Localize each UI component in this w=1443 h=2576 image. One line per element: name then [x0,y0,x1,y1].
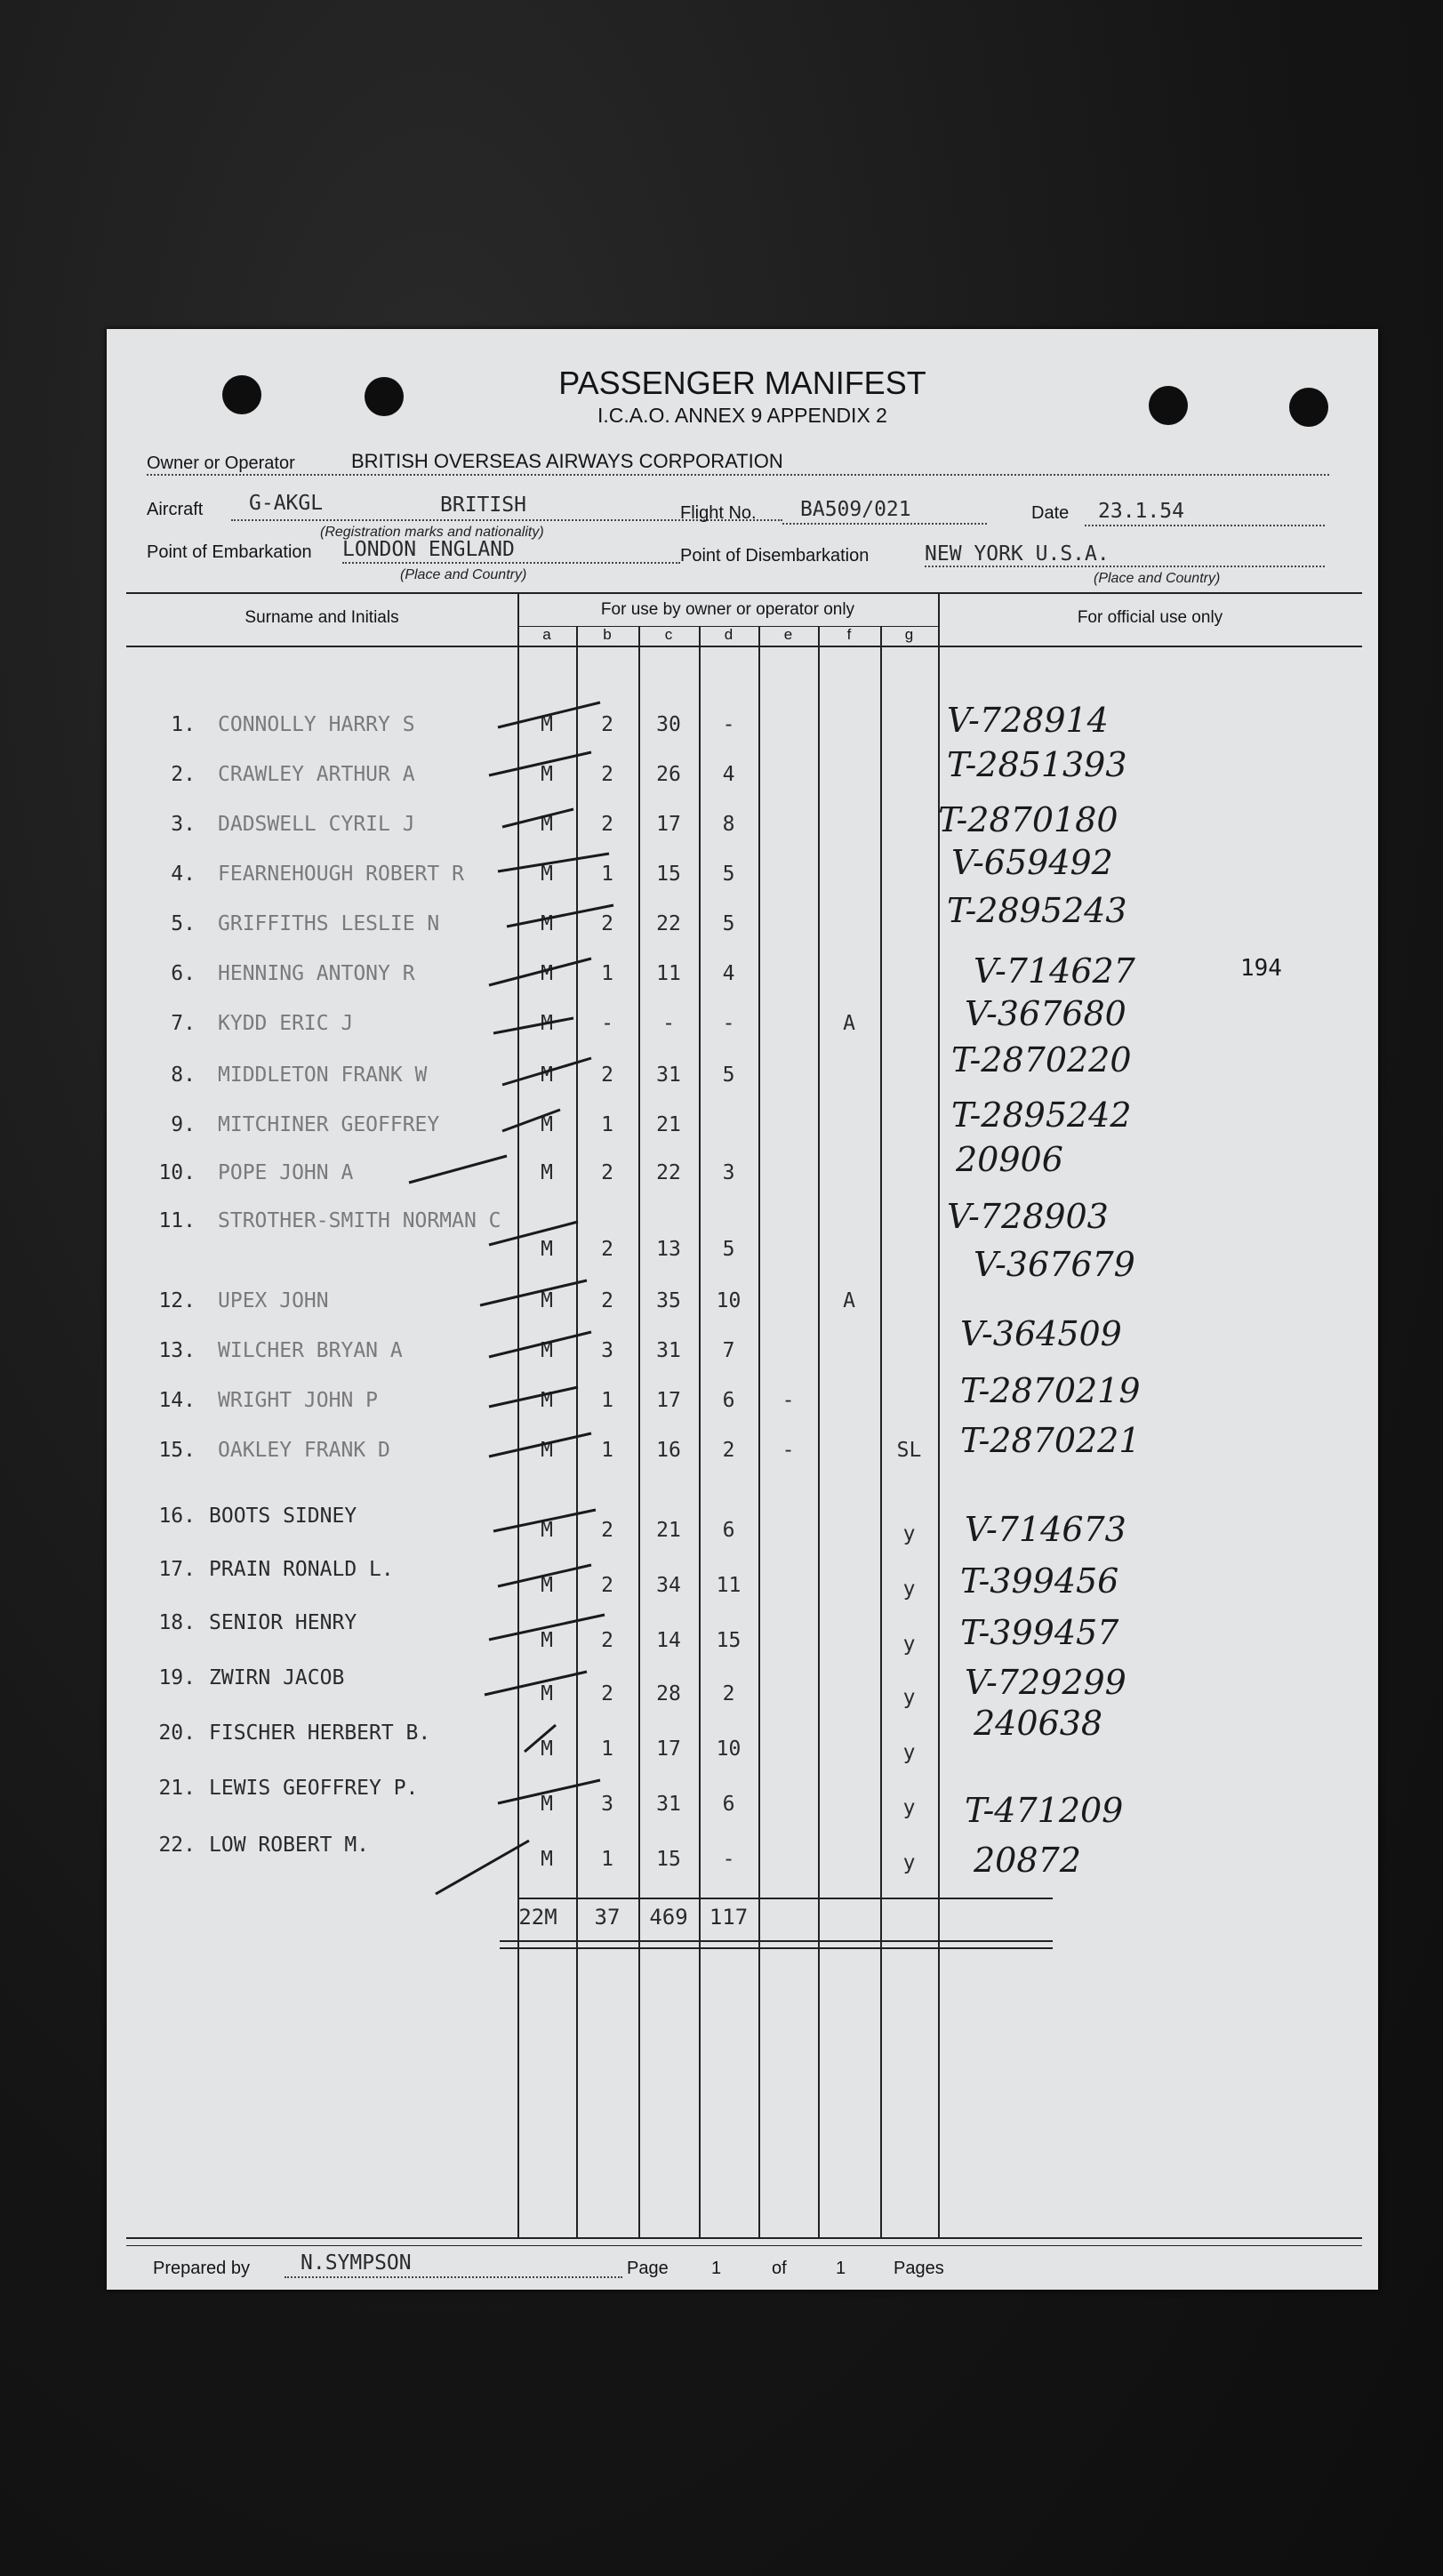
cell-g: y [902,1796,916,1819]
cell-a: M [541,1389,553,1412]
cell-g: SL [896,1439,922,1462]
cell-a: M [541,813,553,836]
cell-a: M [541,1113,553,1136]
date-label: Date [1031,503,1070,523]
page-total: 1 [836,2259,846,2278]
cell-d: - [722,1848,735,1871]
row-number: 5. [171,912,196,935]
column-a-header: a [542,626,551,643]
surname-header: Surname and Initials [245,608,399,627]
cell-a: M [541,1339,553,1362]
row-number: 20. [158,1721,196,1745]
embarkation-value: LONDON ENGLAND [342,538,515,561]
cell-c: 11 [656,962,681,985]
official-number: T-2870220 [951,1040,1132,1079]
cell-b: 2 [601,1682,613,1705]
cell-b: 1 [601,1113,613,1136]
cell-d: 3 [722,1161,735,1184]
cell-b: 2 [601,713,613,736]
page-number: 1 [711,2259,722,2278]
page-label: Page [627,2259,669,2278]
total-b: 37 [594,1905,621,1930]
cell-c: 21 [656,1113,681,1136]
cell-d: 15 [716,1629,742,1652]
disembarkation-label: Point of Disembarkation [680,546,870,566]
row-number: 1. [171,713,196,736]
flight-number-label: Flight No. [680,503,757,523]
cell-b: 1 [601,962,613,985]
cell-d: 7 [722,1339,735,1362]
row-number: 3. [171,813,196,836]
passenger-name: CRAWLEY ARTHUR A [218,763,415,786]
row-number: 12. [158,1289,196,1312]
cell-d: 6 [722,1389,735,1412]
margin-note: 194 [1240,955,1282,982]
cell-c: 17 [656,1737,681,1761]
passenger-name: FISCHER HERBERT B. [209,1721,431,1745]
passenger-name: MITCHINER GEOFFREY [218,1113,440,1136]
cell-e: - [782,1389,795,1412]
cell-b: 1 [601,1389,613,1412]
cell-c: 17 [656,813,681,836]
prepared-by-label: Prepared by [153,2259,250,2278]
official-number: T-2851393 [947,745,1127,784]
cell-b: 2 [601,1161,613,1184]
cell-c: 31 [656,1063,681,1087]
official-number: 240638 [974,1704,1103,1743]
cell-d: 11 [716,1574,742,1597]
cell-d: 4 [722,763,735,786]
row-number: 19. [158,1666,196,1689]
column-d-header: d [724,626,734,643]
row-number: 18. [158,1611,196,1634]
official-number: T-399457 [960,1613,1119,1652]
cell-d: 5 [722,912,735,935]
cell-b: 3 [601,1339,613,1362]
cell-a: M [541,863,553,886]
manifest-sheet [107,329,1378,2290]
owner-use-header: For use by owner or operator only [600,600,855,619]
official-number: T-471209 [965,1791,1124,1830]
passenger-name: ZWIRN JACOB [209,1666,345,1689]
cell-d: 5 [722,1063,735,1087]
cell-c: 16 [656,1439,681,1462]
cell-d: 10 [716,1289,742,1312]
registration-note: (Registration marks and nationality) [320,525,544,540]
column-f-header: f [846,626,852,643]
cell-b: 1 [601,863,613,886]
cell-d: 4 [722,962,735,985]
place-country-note: (Place and Country) [400,567,527,582]
cell-b: 1 [601,1439,613,1462]
cell-c: 15 [656,863,681,886]
cell-c: 34 [656,1574,681,1597]
passenger-name: LOW ROBERT M. [209,1834,370,1857]
row-number: 16. [158,1505,196,1528]
aircraft-label: Aircraft [147,500,204,519]
passenger-name: BOOTS SIDNEY [209,1505,357,1528]
cell-b: 2 [601,912,613,935]
cell-a: M [541,1737,553,1761]
cell-c: 15 [656,1848,681,1871]
cell-d: - [722,1012,735,1035]
official-number: V-659492 [951,843,1113,882]
official-use-header: For official use only [1077,608,1223,627]
passenger-name: SENIOR HENRY [209,1611,357,1634]
cell-a: M [541,962,553,985]
cell-b: 2 [601,1629,613,1652]
passenger-name: FEARNEHOUGH ROBERT R [218,863,464,886]
aircraft-registration: G-AKGL [249,492,324,515]
passenger-name: STROTHER-SMITH NORMAN C [218,1209,501,1232]
total-d: 117 [709,1905,749,1930]
row-number: 13. [158,1339,196,1362]
cell-a: M [541,912,553,935]
total-a: 22M [518,1905,557,1930]
cell-b: 2 [601,1519,613,1542]
cell-a: M [541,1682,553,1705]
cell-f: A [843,1012,855,1035]
cell-b: 2 [601,1063,613,1087]
official-number: T-399456 [960,1561,1119,1601]
passenger-name: DADSWELL CYRIL J [218,813,415,836]
official-number: V-714673 [965,1510,1126,1549]
row-number: 15. [158,1439,196,1462]
cell-b: 3 [601,1793,613,1816]
cell-c: 22 [656,912,681,935]
cell-b: 2 [601,1238,613,1261]
row-number: 4. [171,863,196,886]
row-number: 2. [171,763,196,786]
cell-b: 2 [601,1574,613,1597]
row-number: 17. [158,1558,196,1581]
row-number: 10. [158,1161,196,1184]
cell-c: 31 [656,1339,681,1362]
passenger-name: WILCHER BRYAN A [218,1339,403,1362]
row-number: 22. [158,1834,196,1857]
owner-value: BRITISH OVERSEAS AIRWAYS CORPORATION [351,450,783,472]
cell-a: M [541,763,553,786]
official-number: V-364509 [960,1314,1122,1353]
cell-a: M [541,1012,553,1035]
owner-label: Owner or Operator [147,453,295,473]
form-title: PASSENGER MANIFEST [558,365,926,401]
cell-e: - [782,1439,795,1462]
of-label: of [772,2259,787,2278]
cell-c: 17 [656,1389,681,1412]
cell-c: 13 [656,1238,681,1261]
embarkation-label: Point of Embarkation [147,542,312,562]
official-number: V-714627 [974,951,1135,991]
cell-c: 35 [656,1289,681,1312]
cell-a: M [541,1629,553,1652]
cell-a: M [541,1848,553,1871]
cell-d: 2 [722,1439,735,1462]
official-number: T-2870219 [960,1371,1141,1410]
row-number: 6. [171,962,196,985]
cell-g: y [902,1522,916,1545]
official-number: T-2895242 [951,1095,1132,1135]
cell-c: 28 [656,1682,681,1705]
official-number: V-728914 [947,701,1109,740]
passenger-name: CONNOLLY HARRY S [218,713,415,736]
cell-g: y [902,1851,916,1874]
passenger-name: MIDDLETON FRANK W [218,1063,428,1087]
cell-c: 30 [656,713,681,736]
passenger-name: GRIFFITHS LESLIE N [218,912,440,935]
cell-a: M [541,713,553,736]
place-country-note: (Place and Country) [1094,571,1221,586]
cell-c: 14 [656,1629,681,1652]
row-number: 11. [158,1209,196,1232]
cell-a: M [541,1793,553,1816]
passenger-name: LEWIS GEOFFREY P. [209,1777,419,1800]
official-number: V-729299 [965,1663,1126,1702]
cell-d: 2 [722,1682,735,1705]
cell-d: 5 [722,863,735,886]
total-c: 469 [649,1905,688,1930]
official-number: V-367680 [965,994,1126,1033]
cell-b: 2 [601,813,613,836]
cell-d: 5 [722,1238,735,1261]
cell-d: 10 [716,1737,742,1761]
cell-a: M [541,1574,553,1597]
official-number: 20872 [974,1841,1081,1880]
cell-g: y [902,1577,916,1601]
cell-d: - [722,713,735,736]
cell-g: y [902,1686,916,1709]
official-number: T-2870180 [938,800,1118,839]
cell-a: M [541,1063,553,1087]
cell-d: 6 [722,1793,735,1816]
prepared-by-value: N.SYMPSON [301,2251,412,2275]
row-number: 9. [171,1113,196,1136]
passenger-name: UPEX JOHN [218,1289,329,1312]
cell-c: 21 [656,1519,681,1542]
cell-b: 2 [601,1289,613,1312]
cell-d: 8 [722,813,735,836]
aircraft-nationality: BRITISH [440,494,526,517]
pages-label: Pages [894,2259,944,2278]
official-number: V-728903 [947,1197,1109,1236]
cell-a: M [541,1238,553,1261]
passenger-name: OAKLEY FRANK D [218,1439,390,1462]
cell-b: 1 [601,1737,613,1761]
official-number: T-2895243 [947,891,1127,930]
cell-g: y [902,1741,916,1764]
cell-c: - [662,1012,675,1035]
row-number: 7. [171,1012,196,1035]
row-number: 8. [171,1063,196,1087]
cell-f: A [843,1289,855,1312]
passenger-name: HENNING ANTONY R [218,962,415,985]
official-number: V-367679 [974,1245,1135,1284]
cell-d: 6 [722,1519,735,1542]
flight-date: 23.1.54 [1098,500,1184,523]
passenger-name: POPE JOHN A [218,1161,354,1184]
official-number: 20906 [956,1140,1063,1179]
cell-c: 31 [656,1793,681,1816]
cell-a: M [541,1161,553,1184]
official-number: T-2870221 [960,1421,1141,1460]
column-e-header: e [783,626,793,643]
passenger-name: WRIGHT JOHN P [218,1389,379,1412]
disembarkation-value: NEW YORK U.S.A. [925,542,1110,566]
column-b-header: b [603,626,612,643]
form-subtitle: I.C.A.O. ANNEX 9 APPENDIX 2 [597,404,887,427]
cell-b: 2 [601,763,613,786]
passenger-name: KYDD ERIC J [218,1012,354,1035]
passenger-name: PRAIN RONALD L. [209,1558,394,1581]
flight-number: BA509/021 [800,498,911,521]
cell-b: 1 [601,1848,613,1871]
column-g-header: g [904,626,914,643]
row-number: 14. [158,1389,196,1412]
cell-g: y [902,1633,916,1656]
cell-a: M [541,1439,553,1462]
cell-a: M [541,1289,553,1312]
cell-c: 26 [656,763,681,786]
cell-a: M [541,1519,553,1542]
cell-b: - [601,1012,613,1035]
row-number: 21. [158,1777,196,1800]
column-c-header: c [664,626,673,643]
cell-c: 22 [656,1161,681,1184]
